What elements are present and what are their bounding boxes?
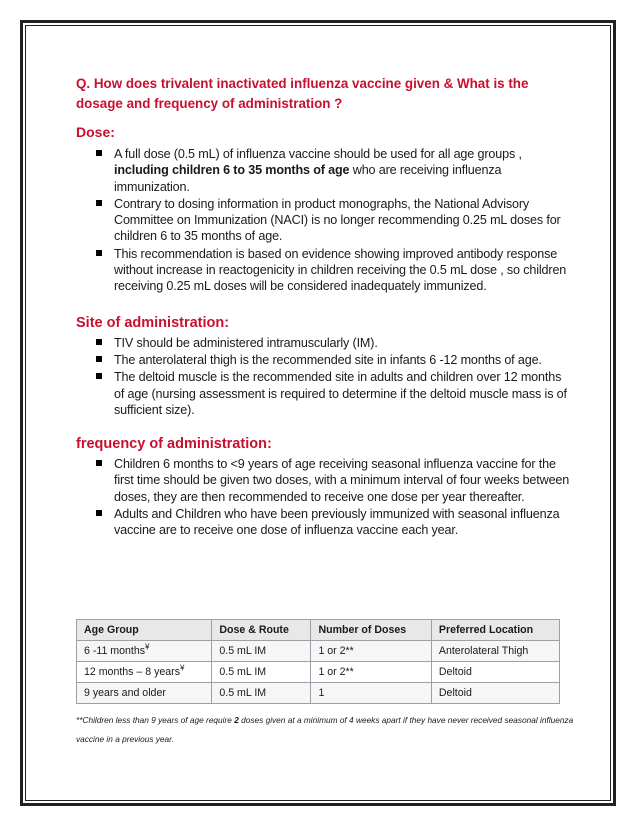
table-header-row bbox=[77, 620, 560, 641]
dose-item-2-text: Contrary to dosing information in product monographs, the National Advisory Committee on Immunization (NACI) is no longer recommending 0.25 mL doses for children 6 to 35 months of age. bbox=[114, 196, 561, 244]
cell-number: 1 or 2** bbox=[311, 662, 431, 683]
cell-number: 1 bbox=[311, 683, 431, 704]
header-age-group: Age Group bbox=[77, 620, 212, 641]
frequency-section bbox=[76, 436, 572, 538]
cell-dose: 0.5 mL IM bbox=[212, 641, 311, 662]
site-item-3-text: The deltoid muscle is the recommended site in adults and children over 12 months of age (nursing assessment is required to determine if the deltoid muscle mass is of sufficient size). bbox=[114, 370, 567, 417]
list-item bbox=[96, 456, 572, 505]
dose-section bbox=[76, 124, 572, 295]
table-row bbox=[77, 641, 560, 662]
question-heading bbox=[76, 74, 572, 114]
site-heading: Site of administration: bbox=[76, 314, 230, 331]
frequency-list bbox=[76, 456, 572, 538]
header-preferred-location: Preferred Location bbox=[431, 620, 559, 641]
list-item bbox=[96, 146, 572, 195]
bullet-square-icon bbox=[96, 373, 102, 379]
bullet-square-icon bbox=[96, 200, 102, 206]
frequency-heading: frequency of administration: bbox=[76, 436, 272, 453]
footnote-text: **Children less than 9 years of age require bbox=[76, 715, 235, 725]
frequency-item-2-text: Adults and Children who have been previously immunized with seasonal influenza vaccine are to receive one dose of influenza vaccine each year. bbox=[114, 507, 560, 538]
table-row bbox=[77, 662, 560, 683]
bullet-square-icon bbox=[96, 356, 102, 362]
table-footnote bbox=[76, 711, 576, 749]
site-list bbox=[76, 335, 572, 418]
list-item bbox=[96, 335, 572, 351]
dose-heading: Dose: bbox=[76, 124, 115, 140]
cell-dose: 0.5 mL IM bbox=[212, 662, 311, 683]
bullet-square-icon bbox=[96, 150, 102, 156]
site-item-2-text: The anterolateral thigh is the recommended site in infants 6 -12 months of age. bbox=[114, 352, 542, 367]
question-line-2: dosage and frequency of administration ? bbox=[76, 96, 343, 111]
cell-age: 6 -11 months¥ bbox=[77, 641, 212, 662]
bullet-square-icon bbox=[96, 339, 102, 345]
table-row bbox=[77, 683, 560, 704]
dose-item-1-bold: including children 6 to 35 months of age bbox=[114, 163, 350, 178]
header-number-of-doses: Number of Doses bbox=[311, 620, 431, 641]
list-item bbox=[96, 369, 572, 418]
bullet-square-icon bbox=[96, 510, 102, 516]
list-item bbox=[96, 352, 572, 368]
document-body bbox=[76, 74, 572, 540]
list-item bbox=[96, 196, 572, 245]
site-section bbox=[76, 315, 572, 418]
dose-item-1-text: A full dose (0.5 mL) of influenza vaccine should be used for all age groups , bbox=[114, 147, 522, 161]
cell-location: Deltoid bbox=[431, 662, 559, 683]
question-line-1: Q. How does trivalent inactivated influenza vaccine given & What is the bbox=[76, 76, 529, 91]
cell-age: 12 months – 8 years¥ bbox=[77, 662, 212, 683]
dosage-table bbox=[76, 619, 560, 704]
dose-item-3-text: This recommendation is based on evidence showing improved antibody response without increase in reactogenicity in children receiving the 0.5 mL dose , so children receiving 0.25 mL doses will be considered inadequately immunized. bbox=[114, 246, 567, 294]
cell-age: 9 years and older bbox=[77, 683, 212, 704]
list-item bbox=[96, 506, 572, 539]
footnote-bold: 2 bbox=[234, 715, 239, 725]
cell-number: 1 or 2** bbox=[311, 641, 431, 662]
cell-location: Deltoid bbox=[431, 683, 559, 704]
bullet-square-icon bbox=[96, 250, 102, 256]
dose-list bbox=[76, 146, 572, 295]
list-item bbox=[96, 246, 572, 295]
dose-item-1-tail: who are receiving influenza immunization. bbox=[114, 163, 502, 194]
bullet-square-icon bbox=[96, 460, 102, 466]
footnote-tail: doses given at a minimum of 4 weeks apart if they have never received seasonal influenza vaccine in a previous year. bbox=[76, 715, 574, 744]
frequency-item-1-text: Children 6 months to <9 years of age receiving seasonal influenza vaccine for the first time should be given two doses, with a minimum interval of four weeks between doses, they are then recommended to receive one dose per year thereafter. bbox=[114, 457, 570, 504]
cell-location: Anterolateral Thigh bbox=[431, 641, 559, 662]
header-dose-route: Dose & Route bbox=[212, 620, 311, 641]
cell-dose: 0.5 mL IM bbox=[212, 683, 311, 704]
site-item-1-text: TIV should be administered intramuscularly (IM). bbox=[114, 335, 378, 350]
